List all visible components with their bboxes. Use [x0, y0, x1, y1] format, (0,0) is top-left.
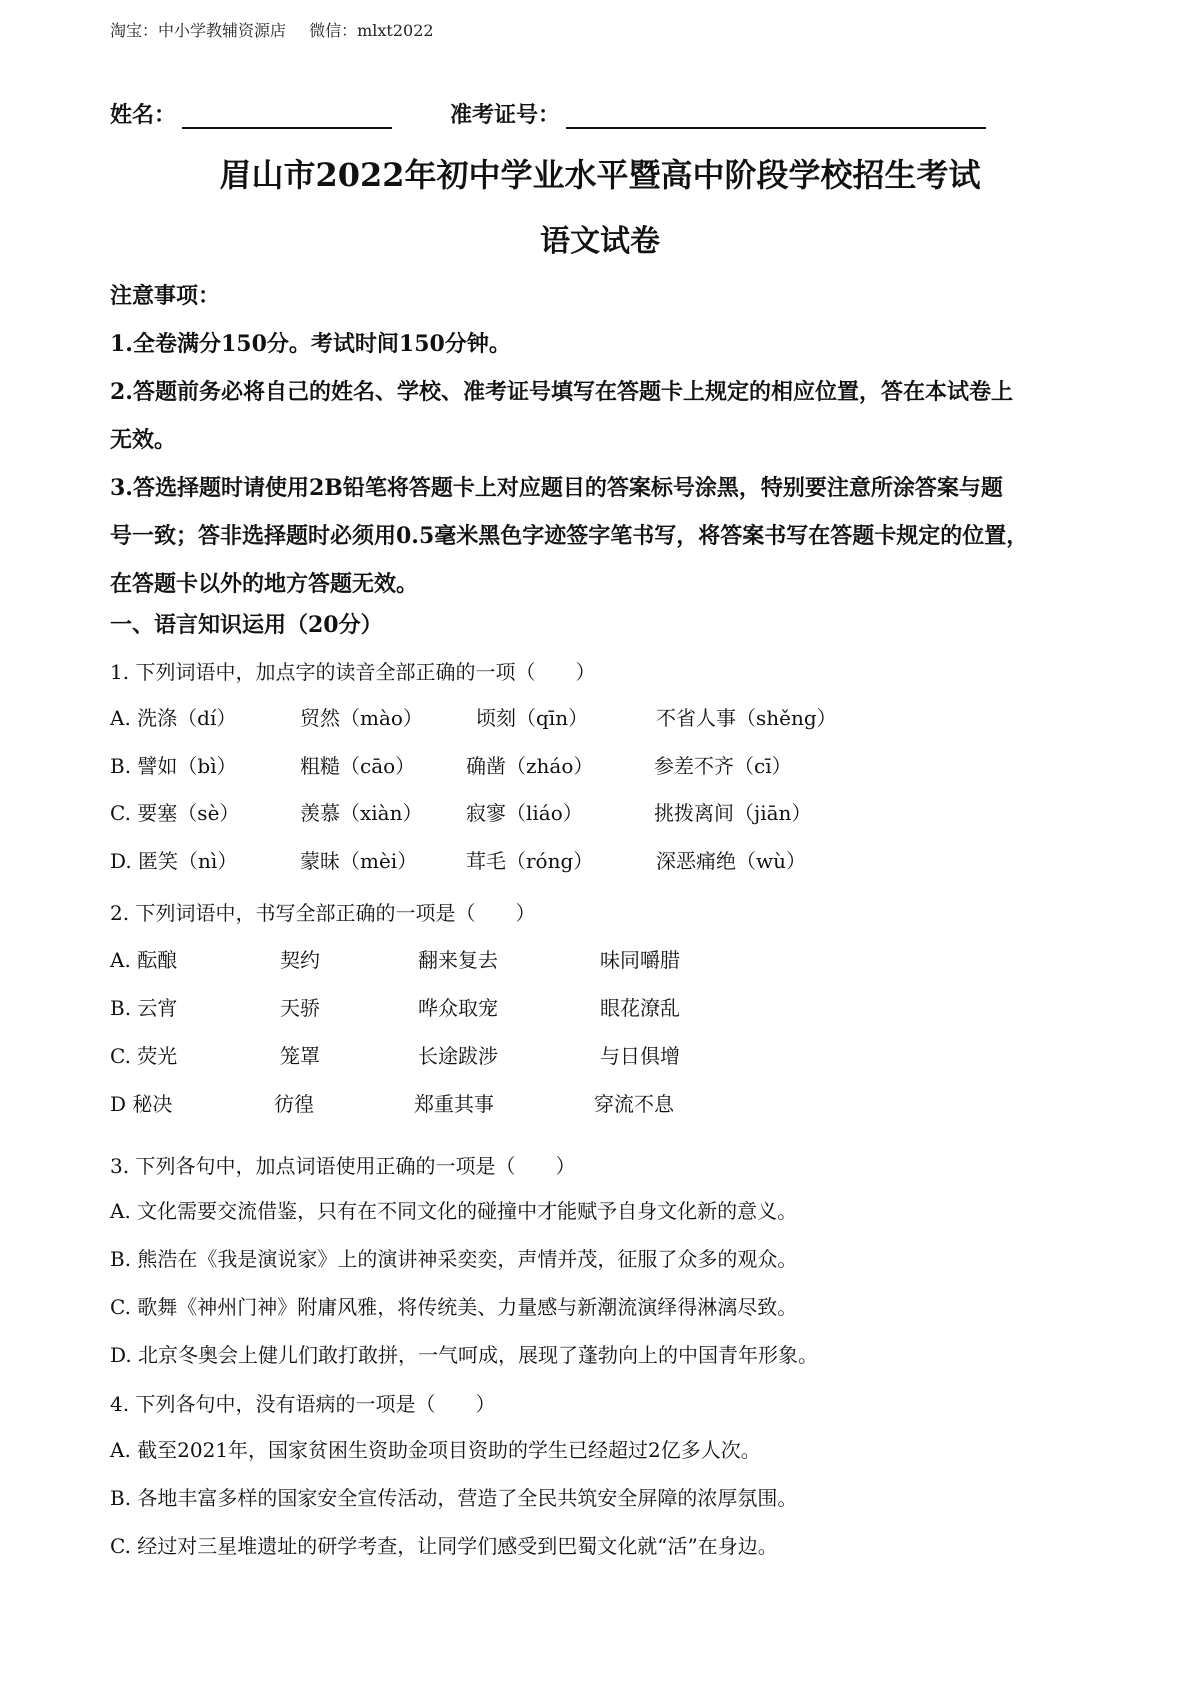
q1-d-1: D. 匿笑（nì） [110, 849, 238, 873]
q1-b-3: 确凿（zháo） [466, 754, 594, 778]
exam-number-label: 准考证号： [450, 102, 561, 128]
q2-d-2: 彷徨 [274, 1092, 314, 1116]
name-blank[interactable] [182, 105, 392, 129]
q1-b-4: 参差不齐（cī） [654, 754, 792, 778]
notes-block [110, 272, 1110, 608]
wechat-note: 微信：mlxt2022 [309, 21, 434, 40]
q2-d-3: 郑重其事 [414, 1092, 494, 1116]
q2-c-4: 与日俱增 [600, 1044, 680, 1068]
q1-d-4: 深恶痛绝（wù） [656, 849, 806, 873]
q1-c-3: 寂寥（liáo） [466, 801, 583, 825]
notes-heading: 注意事项： [110, 283, 221, 309]
section-1-heading: 一、语言知识运用（20分） [110, 612, 383, 638]
q2-b-3: 哗众取宠 [418, 996, 498, 1020]
q4-option-b: B. 各地丰富多样的国家安全宣传活动，营造了全民共筑安全屏障的浓厚氛围。 [110, 1486, 798, 1510]
q1-a-2: 贸然（mào） [300, 706, 423, 730]
q1-stem: 1. 下列词语中，加点字的读音全部正确的一项（ ） [110, 660, 596, 684]
note-item-2-line-2: 无效。 [110, 427, 177, 453]
q2-a-2: 契约 [280, 948, 320, 972]
note-item-3-line-1: 3.答选择题时请使用2B铅笔将答题卡上对应题目的答案标号涂黑，特别要注意所涂答案与题 [110, 475, 1003, 501]
shop-note: 淘宝：中小学教辅资源店 [110, 21, 287, 40]
q1-b-2: 粗糙（cāo） [300, 754, 416, 778]
name-label: 姓名： [110, 102, 177, 128]
q2-a-3: 翻来复去 [418, 948, 498, 972]
q3-option-a: A. 文化需要交流借鉴，只有在不同文化的碰撞中才能赋予自身文化新的意义。 [110, 1199, 798, 1223]
q2-a-1: A. 酝酿 [110, 948, 178, 972]
header-note [110, 18, 434, 41]
q2-stem: 2. 下列词语中，书写全部正确的一项是（ ） [110, 901, 536, 925]
q2-c-3: 长途跋涉 [418, 1044, 498, 1068]
q3-option-b: B. 熊浩在《我是演说家》上的演讲神采奕奕，声情并茂，征服了众多的观众。 [110, 1247, 798, 1271]
page-title: 眉山市2022年初中学业水平暨高中阶段学校招生考试 [219, 156, 981, 194]
q2-c-2: 笼罩 [280, 1044, 320, 1068]
id-row [110, 98, 986, 129]
q1-d-3: 茸毛（róng） [466, 849, 594, 873]
q2-b-2: 天骄 [280, 996, 320, 1020]
q2-d-4: 穿流不息 [594, 1092, 674, 1116]
note-item-1: 1.全卷满分150分。考试时间150分钟。 [110, 331, 511, 357]
q1-c-2: 羡慕（xiàn） [300, 801, 423, 825]
q3-option-c: C. 歌舞《神州门神》附庸风雅，将传统美、力量感与新潮流演绎得淋漓尽致。 [110, 1295, 798, 1319]
q3-option-d: D. 北京冬奥会上健儿们敢打敢拼，一气呵成，展现了蓬勃向上的中国青年形象。 [110, 1343, 819, 1367]
exam-number-blank[interactable] [566, 105, 986, 129]
q1-b-1: B. 譬如（bì） [110, 754, 237, 778]
q1-d-2: 蒙昧（mèi） [300, 849, 418, 873]
q2-b-4: 眼花潦乱 [600, 996, 680, 1020]
note-item-2-line-1: 2.答题前务必将自己的姓名、学校、准考证号填写在答题卡上规定的相应位置，答在本试卷上 [110, 379, 1013, 405]
q4-stem: 4. 下列各句中，没有语病的一项是（ ） [110, 1392, 496, 1416]
q2-d-1: D 秘决 [110, 1092, 173, 1116]
note-item-3-line-3: 在答题卡以外的地方答题无效。 [110, 571, 419, 597]
q1-a-3: 顷刻（qīn） [476, 706, 589, 730]
q3-stem: 3. 下列各句中，加点词语使用正确的一项是（ ） [110, 1154, 576, 1178]
q2-a-4: 味同嚼腊 [600, 948, 680, 972]
note-item-3-line-2: 号一致；答非选择题时必须用0.5毫米黑色字迹签字笔书写，将答案书写在答题卡规定的位置， [110, 523, 1029, 549]
q2-b-1: B. 云宵 [110, 996, 178, 1020]
q1-a-4: 不省人事（shěng） [656, 706, 837, 730]
q1-c-4: 挑拨离间（jiān） [654, 801, 812, 825]
page-subtitle: 语文试卷 [540, 224, 660, 259]
q4-option-c: C. 经过对三星堆遗址的研学考查，让同学们感受到巴蜀文化就“活”在身边。 [110, 1534, 778, 1558]
q1-a-1: A. 洗涤（dí） [110, 706, 237, 730]
q1-c-1: C. 要塞（sè） [110, 801, 240, 825]
q2-c-1: C. 荧光 [110, 1044, 178, 1068]
q4-option-a: A. 截至2021年，国家贫困生资助金项目资助的学生已经超过2亿多人次。 [110, 1438, 761, 1462]
